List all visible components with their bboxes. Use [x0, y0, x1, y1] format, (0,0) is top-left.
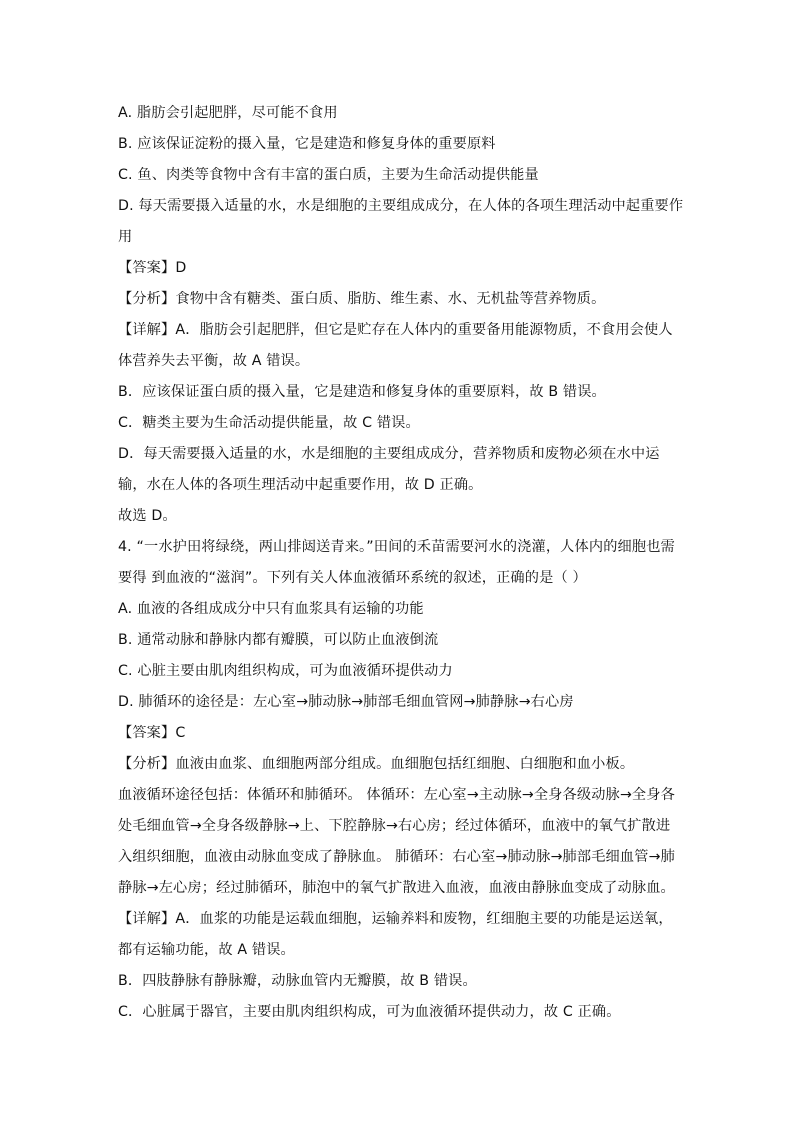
- question-stem: 要得 到血液的“滋润”。下列有关人体血液循环系统的叙述，正确的是（ ）: [118, 570, 587, 586]
- analysis-text: 处毛细血管→全身各级静脉→上、下腔静脉→右心房；经过体循环，血液中的氧气扩散进: [118, 818, 671, 834]
- explanation-text: 【详解】A．脂肪会引起肥胖，但它是贮存在人体内的重要备用能源物质，不食用会使人: [118, 322, 673, 338]
- analysis-text: 入组织细胞，血液由动脉血变成了静脉血。 肺循环：右心室→肺动脉→肺部毛细血管→肺: [118, 849, 675, 865]
- explanation-text: 【详解】A．血浆的功能是运载血细胞，运输养料和废物，红细胞主要的功能是运送氧，: [118, 911, 673, 927]
- option-c: C. 心脏主要由肌肉组织构成，可为血液循环提供动力: [118, 663, 453, 679]
- analysis-text: 血液循环途径包括：体循环和肺循环。 体循环：左心室→主动脉→全身各级动脉→全身各: [118, 787, 675, 803]
- option-b: B. 应该保证淀粉的摄入量，它是建造和修复身体的重要原料: [118, 136, 496, 152]
- answer-label: 【答案】D: [118, 260, 187, 276]
- explanation-text: 输，水在人体的各项生理活动中起重要作用，故 D 正确。: [118, 477, 483, 493]
- explanation-text: B．四肢静脉有静脉瓣，动脉血管内无瓣膜，故 B 错误。: [118, 973, 477, 989]
- explanation-text: B．应该保证蛋白质的摄入量，它是建造和修复身体的重要原料，故 B 错误。: [118, 384, 606, 400]
- answer-label: 【答案】C: [118, 725, 186, 741]
- option-d: D. 肺循环的途径是：左心室→肺动脉→肺部毛细血管网→肺静脉→右心房: [118, 694, 574, 710]
- option-c: C. 鱼、肉类等食物中含有丰富的蛋白质，主要为生命活动提供能量: [118, 167, 539, 183]
- option-a: A. 脂肪会引起肥胖，尽可能不食用: [118, 105, 338, 121]
- explanation-text: D．每天需要摄入适量的水，水是细胞的主要组成成分，营养物质和废物必须在水中运: [118, 446, 660, 462]
- option-d: D. 每天需要摄入适量的水，水是细胞的主要组成成分，在人体的各项生理活动中起重要作: [118, 198, 684, 214]
- explanation-text: 体营养失去平衡，故 A 错误。: [118, 353, 310, 369]
- analysis-text: 静脉→左心房；经过肺循环，肺泡中的氧气扩散进入血液，血液由静脉血变成了动脉血。: [118, 880, 675, 896]
- analysis-text: 【分析】食物中含有糖类、蛋白质、脂肪、维生素、水、无机盐等营养物质。: [118, 291, 606, 307]
- explanation-text: C．心脏属于器官，主要由肌肉组织构成，可为血液循环提供动力，故 C 正确。: [118, 1004, 621, 1020]
- option-a: A. 血液的各组成成分中只有血浆具有运输的功能: [118, 601, 424, 617]
- question-stem: 4. “一水护田将绿绕，两山排闼送青来。”田间的禾苗需要河水的浇灌，人体内的细胞也需: [118, 539, 675, 555]
- option-d-continued: 用: [118, 229, 133, 245]
- explanation-text: 都有运输功能，故 A 错误。: [118, 942, 295, 958]
- explanation-text: C．糖类主要为生命活动提供能量，故 C 错误。: [118, 415, 420, 431]
- conclusion-text: 故选 D。: [118, 508, 177, 524]
- option-b: B. 通常动脉和静脉内都有瓣膜，可以防止血液倒流: [118, 632, 439, 648]
- analysis-text: 【分析】血液由血浆、血细胞两部分组成。血细胞包括红细胞、白细胞和血小板。: [118, 756, 635, 772]
